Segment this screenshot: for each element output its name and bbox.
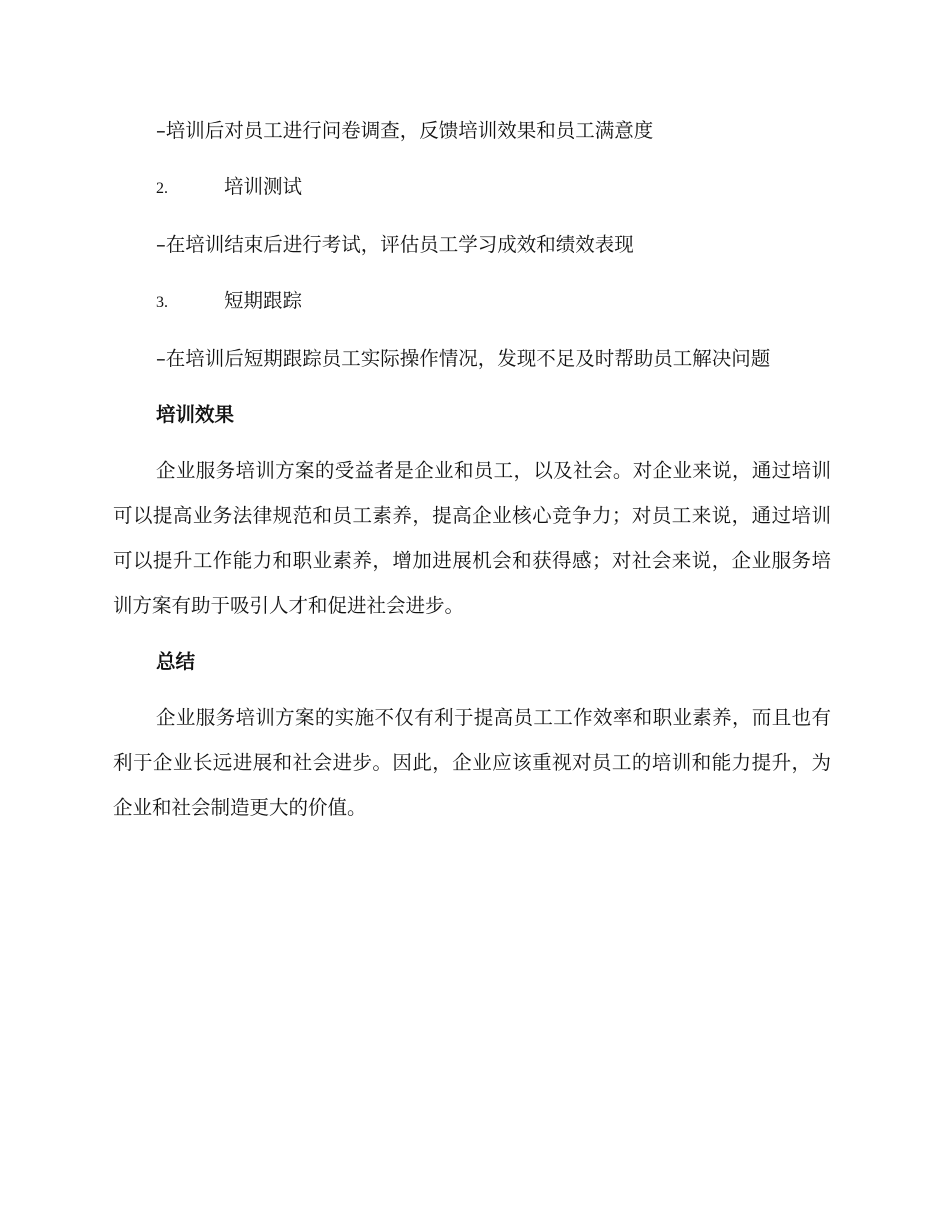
document-body bbox=[113, 108, 831, 841]
list-item-title: 培训测试 bbox=[224, 175, 303, 198]
list-item-number: 3. bbox=[156, 294, 168, 311]
training-test-detail: –在培训结束后进行考试，评估员工学习成效和绩效表现 bbox=[156, 233, 634, 256]
list-item-short-term-tracking bbox=[113, 278, 831, 325]
list-item-number: 2. bbox=[156, 180, 168, 197]
training-effect-paragraph: 企业服务培训方案的受益者是企业和员工，以及社会。对企业来说，通过培训可以提高业务法律规范和员工素养，提高企业核心竞争力；对员工来说，通过培训可以提升工作能力和职业素养，增加进展机会和获得感；对社会来说，企业服务培训方案有助于吸引人才和促进社会进步。 bbox=[113, 459, 831, 617]
section-heading-training-effect: 培训效果 bbox=[156, 403, 235, 426]
short-term-tracking-detail: –在培训后短期跟踪员工实际操作情况，发现不足及时帮助员工解决问题 bbox=[156, 347, 771, 370]
section-heading-summary: 总结 bbox=[156, 650, 196, 673]
survey-note: –培训后对员工进行问卷调查，反馈培训效果和员工满意度 bbox=[156, 119, 654, 142]
list-item-training-test bbox=[113, 164, 831, 211]
list-item-title: 短期跟踪 bbox=[224, 289, 303, 312]
summary-paragraph: 企业服务培训方案的实施不仅有利于提高员工工作效率和职业素养，而且也有利于企业长远进展和社会进步。因此，企业应该重视对员工的培训和能力提升，为企业和社会制造更大的价值。 bbox=[113, 706, 831, 819]
